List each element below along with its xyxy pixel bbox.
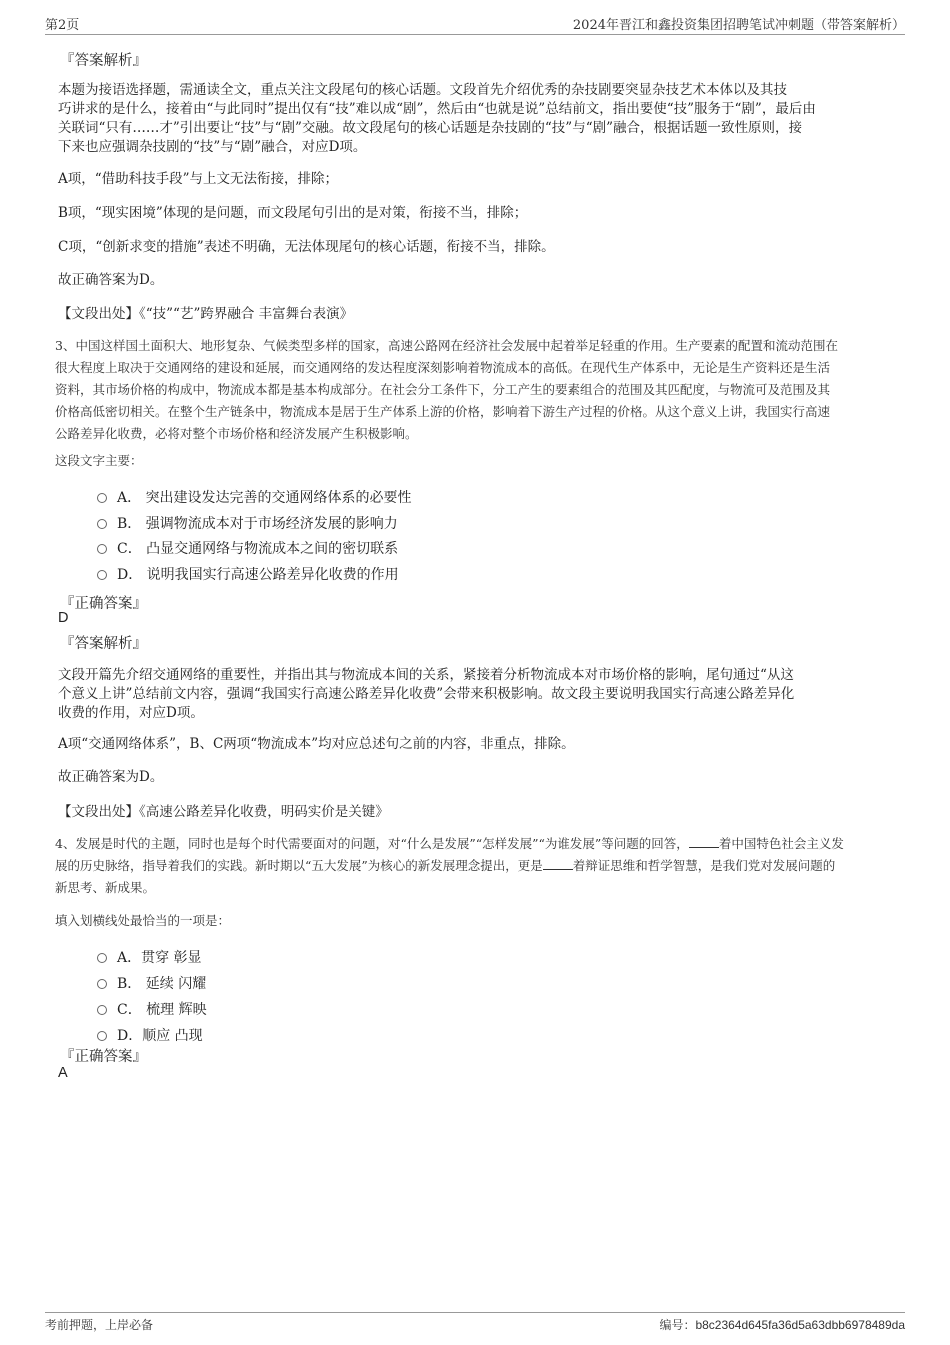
q3-analysis-line: 个意义上讲”总结前文内容，强调“我国实行高速公路差异化收费”会带来积极影响。故文段主要说明我国实行高速公路差异化	[58, 686, 795, 702]
q3-analysis-line: 文段开篇先介绍交通网络的重要性，并指出其与物流成本间的关系，紧接着分析物流成本对市场价格的影响，尾句通过“从这	[58, 667, 794, 683]
q2-analysis-line: 下来也应强调杂技剧的“技”与“剧”融合，对应D项。	[58, 139, 367, 155]
q3-option-b[interactable]: B． 强调物流成本对于市场经济发展的影响力	[97, 513, 398, 533]
q4-option-c[interactable]: C． 梳理 辉映	[97, 999, 207, 1019]
radio-icon[interactable]	[97, 1005, 107, 1015]
q3-analysis	[58, 666, 898, 723]
q3-stem-line: 价格高低密切相关。在整个生产链条中，物流成本是居于生产体系上游的价格，影响着下游生产过程的价格。从这个意义上讲，我国实行高速	[55, 404, 831, 419]
q4-stem	[55, 833, 905, 899]
q4-option-b[interactable]: B． 延续 闪耀	[97, 973, 206, 993]
q3-stem-line: 资料，其市场价格的构成中，物流成本都是基本构成部分。在社会分工条件下，分工产生的要素组合的范围及其匹配度，与物流可及范围及其	[55, 382, 831, 397]
q4-option-d[interactable]: D．顺应 凸现	[97, 1025, 203, 1045]
radio-icon[interactable]	[97, 519, 107, 529]
q4-answer: A	[58, 1065, 68, 1081]
q2-analysis-label: 『答案解析』	[60, 53, 147, 69]
q2-eliminate-b: B项，“现实困境”体现的是问题，而文段尾句引出的是对策，衔接不当，排除；	[58, 205, 528, 221]
q3-prompt: 这段文字主要：	[55, 453, 143, 468]
q2-eliminate-a: A项，“借助科技手段”与上文无法衔接，排除；	[58, 171, 339, 187]
q4-blank-2	[543, 857, 573, 870]
q4-prompt: 填入划横线处最恰当的一项是：	[55, 913, 231, 928]
q2-analysis	[58, 81, 898, 157]
document-title: 2024年晋江和鑫投资集团招聘笔试冲刺题（带答案解析）	[572, 18, 905, 33]
q3-analysis-label: 『答案解析』	[60, 636, 147, 652]
q3-option-d[interactable]: D． 说明我国实行高速公路差异化收费的作用	[97, 564, 399, 584]
q2-conclusion: 故正确答案为D。	[58, 272, 164, 288]
q3-source: 【文段出处】《高速公路差异化收费，明码实价是关键》	[58, 804, 389, 820]
q3-stem-line: 3、中国这样国土面积大、地形复杂、气候类型多样的国家，高速公路网在经济社会发展中起着举足轻重的作用。生产要素的配置和流动范围在	[55, 338, 838, 353]
q2-eliminate-c: C项，“创新求变的措施”表述不明确，无法体现尾句的核心话题，衔接不当，排除。	[58, 239, 555, 255]
radio-icon[interactable]	[97, 953, 107, 963]
page-header	[45, 12, 905, 35]
q3-eliminate: A项“交通网络体系”，B、C两项“物流成本”均对应总述句之前的内容，非重点，排除。	[58, 736, 575, 752]
radio-icon[interactable]	[97, 979, 107, 989]
q4-option-a[interactable]: A．贯穿 彰显	[97, 947, 202, 967]
q4-stem-line: 展的历史脉络，指导着我们的实践。新时期以“五大发展”为核心的新发展理念提出，更是 着辩证思维和哲学智慧，是我们党对发展问题的	[55, 858, 836, 873]
q2-analysis-line: 关联词“只有……才”引出要让“技”与“剧”交融。故文段尾句的核心话题是杂技剧的“技”与“剧”融合，根据话题一致性原则，接	[58, 120, 803, 136]
q4-blank-1	[689, 835, 719, 848]
page-footer	[45, 1312, 905, 1335]
q2-analysis-line: 巧讲求的是什么，接着由“与此同时”提出仅有“技”难以成“剧”，然后由“也就是说”总结前文，指出要使“技”服务于“剧”，最后由	[58, 101, 816, 117]
radio-icon[interactable]	[97, 570, 107, 580]
q3-stem-line: 很大程度上取决于交通网络的建设和延展，而交通网络的发达程度深刻影响着物流成本的高低。在现代生产体系中，无论是生产资料还是生活	[55, 360, 831, 375]
q3-answer: D	[58, 610, 69, 626]
q3-conclusion: 故正确答案为D。	[58, 769, 164, 785]
q3-stem	[55, 335, 905, 445]
q3-stem-line: 公路差异化收费，必将对整个市场价格和经济发展产生积极影响。	[55, 426, 418, 441]
radio-icon[interactable]	[97, 1031, 107, 1041]
q3-option-c[interactable]: C． 凸显交通网络与物流成本之间的密切联系	[97, 538, 398, 558]
radio-icon[interactable]	[97, 544, 107, 554]
q4-answer-label: 『正确答案』	[60, 1049, 147, 1065]
q4-stem-line: 4、发展是时代的主题，同时也是每个时代需要面对的问题，对“什么是发展”“怎样发展”“为谁发展”等问题的回答， 着中国特色社会主义发	[55, 836, 844, 851]
document-code: 编号：b8c2364d645fa36d5a63dbb6978489da	[659, 1318, 905, 1332]
q4-stem-line: 新思考、新成果。	[55, 880, 156, 895]
q2-analysis-line: 本题为接语选择题，需通读全文，重点关注文段尾句的核心话题。文段首先介绍优秀的杂技剧要突显杂技艺术本体以及其技	[58, 82, 787, 98]
radio-icon[interactable]	[97, 493, 107, 503]
q3-answer-label: 『正确答案』	[60, 596, 147, 612]
q2-source: 【文段出处】《“技”“艺”跨界融合 丰富舞台表演》	[58, 306, 354, 322]
page-number: 第2页	[45, 18, 80, 33]
q3-analysis-line: 收费的作用，对应D项。	[58, 705, 204, 721]
footer-slogan: 考前押题，上岸必备	[45, 1318, 154, 1332]
q3-option-a[interactable]: A． 突出建设发达完善的交通网络体系的必要性	[97, 487, 412, 507]
